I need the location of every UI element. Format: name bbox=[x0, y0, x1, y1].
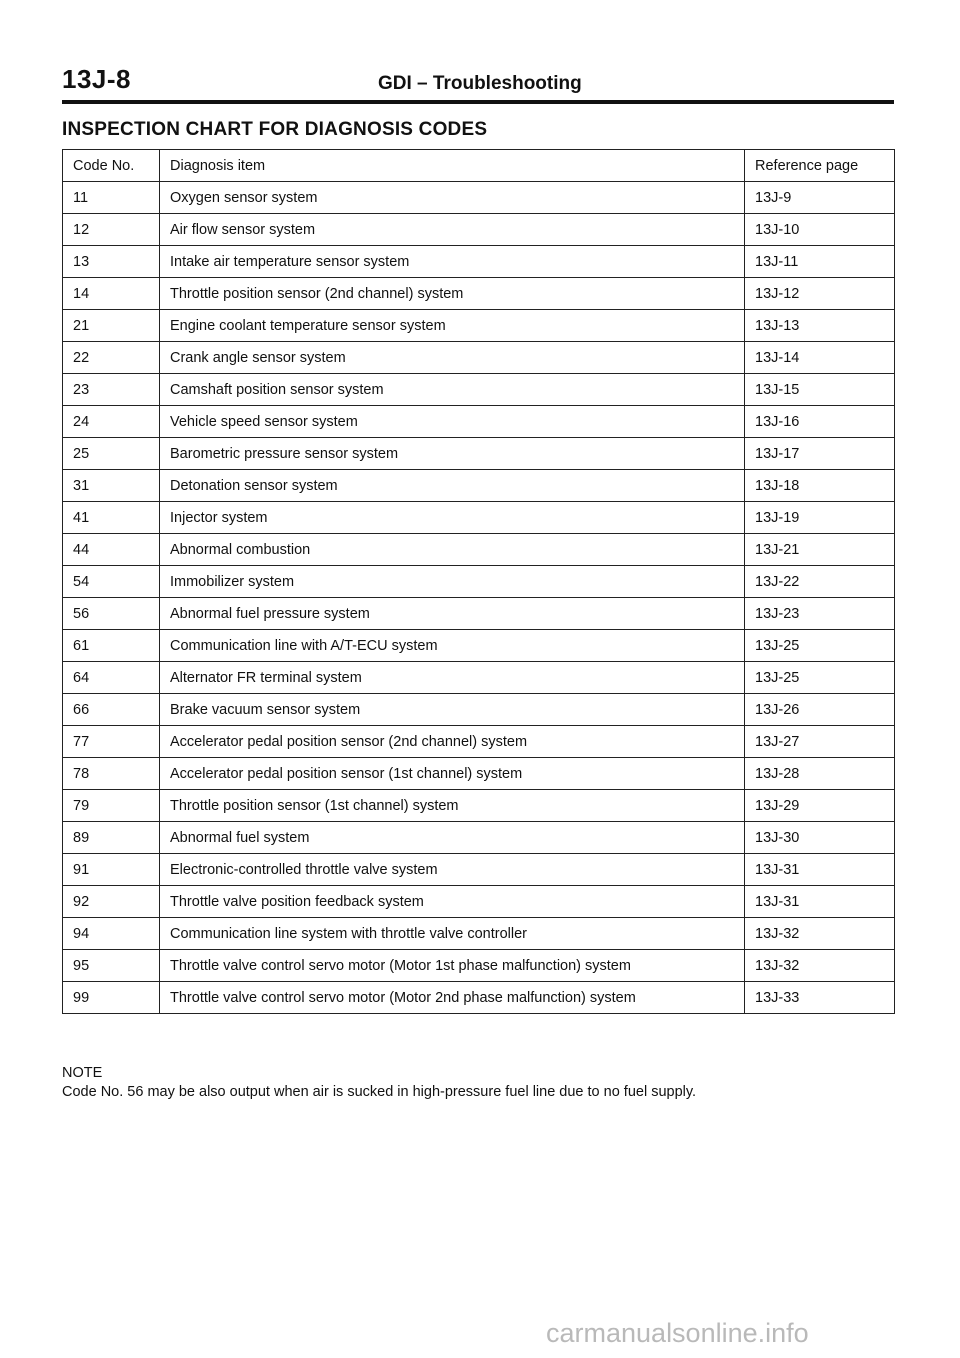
table-row bbox=[63, 278, 895, 310]
reference-page-cell: 13J-30 bbox=[745, 822, 895, 854]
reference-page-cell: 13J-19 bbox=[745, 502, 895, 534]
table-row bbox=[63, 662, 895, 694]
code-cell: 91 bbox=[63, 854, 160, 886]
diagnosis-item-cell: Vehicle speed sensor system bbox=[160, 406, 745, 438]
table-row bbox=[63, 758, 895, 790]
code-cell: 24 bbox=[63, 406, 160, 438]
reference-page-cell: 13J-16 bbox=[745, 406, 895, 438]
code-cell: 14 bbox=[63, 278, 160, 310]
reference-page-cell: 13J-14 bbox=[745, 342, 895, 374]
diagnosis-item-cell: Throttle position sensor (1st channel) system bbox=[160, 790, 745, 822]
code-cell: 23 bbox=[63, 374, 160, 406]
column-header-reference: Reference page bbox=[745, 150, 895, 182]
diagnosis-item-cell: Engine coolant temperature sensor system bbox=[160, 310, 745, 342]
code-cell: 44 bbox=[63, 534, 160, 566]
code-cell: 61 bbox=[63, 630, 160, 662]
table-row bbox=[63, 694, 895, 726]
reference-page-cell: 13J-12 bbox=[745, 278, 895, 310]
reference-page-cell: 13J-17 bbox=[745, 438, 895, 470]
section-title: INSPECTION CHART FOR DIAGNOSIS CODES bbox=[62, 119, 488, 140]
diagnosis-item-cell: Oxygen sensor system bbox=[160, 182, 745, 214]
code-cell: 77 bbox=[63, 726, 160, 758]
reference-page-cell: 13J-25 bbox=[745, 630, 895, 662]
diagnosis-item-cell: Electronic-controlled throttle valve system bbox=[160, 854, 745, 886]
table-row bbox=[63, 630, 895, 662]
table-body bbox=[63, 150, 895, 1014]
diagnosis-item-cell: Throttle valve control servo motor (Motor 2nd phase malfunction) system bbox=[160, 982, 745, 1014]
code-cell: 56 bbox=[63, 598, 160, 630]
reference-page-cell: 13J-9 bbox=[745, 182, 895, 214]
reference-page-cell: 13J-23 bbox=[745, 598, 895, 630]
code-cell: 89 bbox=[63, 822, 160, 854]
diagnosis-item-cell: Abnormal fuel system bbox=[160, 822, 745, 854]
reference-page-cell: 13J-13 bbox=[745, 310, 895, 342]
code-cell: 31 bbox=[63, 470, 160, 502]
diagnosis-item-cell: Camshaft position sensor system bbox=[160, 374, 745, 406]
table-row bbox=[63, 438, 895, 470]
diagnosis-item-cell: Throttle valve position feedback system bbox=[160, 886, 745, 918]
reference-page-cell: 13J-29 bbox=[745, 790, 895, 822]
code-cell: 13 bbox=[63, 246, 160, 278]
diagnosis-item-cell: Throttle position sensor (2nd channel) system bbox=[160, 278, 745, 310]
reference-page-cell: 13J-27 bbox=[745, 726, 895, 758]
reference-page-cell: 13J-26 bbox=[745, 694, 895, 726]
code-cell: 12 bbox=[63, 214, 160, 246]
code-cell: 66 bbox=[63, 694, 160, 726]
diagnosis-item-cell: Alternator FR terminal system bbox=[160, 662, 745, 694]
reference-page-cell: 13J-22 bbox=[745, 566, 895, 598]
reference-page-cell: 13J-11 bbox=[745, 246, 895, 278]
diagnosis-item-cell: Abnormal combustion bbox=[160, 534, 745, 566]
table-row bbox=[63, 406, 895, 438]
table-row bbox=[63, 854, 895, 886]
code-cell: 54 bbox=[63, 566, 160, 598]
code-cell: 64 bbox=[63, 662, 160, 694]
table-row bbox=[63, 534, 895, 566]
table-row bbox=[63, 566, 895, 598]
watermark: carmanualsonline.info bbox=[546, 1318, 809, 1348]
table-row bbox=[63, 502, 895, 534]
reference-page-cell: 13J-15 bbox=[745, 374, 895, 406]
table-row bbox=[63, 182, 895, 214]
table-row bbox=[63, 246, 895, 278]
code-cell: 79 bbox=[63, 790, 160, 822]
table-row bbox=[63, 822, 895, 854]
diagnosis-item-cell: Air flow sensor system bbox=[160, 214, 745, 246]
table-row bbox=[63, 918, 895, 950]
running-title: GDI – Troubleshooting bbox=[378, 73, 582, 94]
code-cell: 21 bbox=[63, 310, 160, 342]
code-cell: 99 bbox=[63, 982, 160, 1014]
diagnosis-item-cell: Detonation sensor system bbox=[160, 470, 745, 502]
diagnosis-item-cell: Accelerator pedal position sensor (1st channel) system bbox=[160, 758, 745, 790]
note bbox=[62, 1064, 696, 1102]
table-row bbox=[63, 726, 895, 758]
column-header-item: Diagnosis item bbox=[160, 150, 745, 182]
note-text: Code No. 56 may be also output when air is sucked in high-pressure fuel line due to no fuel supply. bbox=[62, 1084, 697, 1100]
table-row bbox=[63, 950, 895, 982]
reference-page-cell: 13J-33 bbox=[745, 982, 895, 1014]
table-row bbox=[63, 310, 895, 342]
column-header-code: Code No. bbox=[63, 150, 160, 182]
code-cell: 95 bbox=[63, 950, 160, 982]
table-row bbox=[63, 470, 895, 502]
diagnosis-item-cell: Crank angle sensor system bbox=[160, 342, 745, 374]
header-rule bbox=[62, 100, 894, 104]
table-header-row bbox=[63, 150, 895, 182]
reference-page-cell: 13J-25 bbox=[745, 662, 895, 694]
diagnosis-item-cell: Communication line with A/T-ECU system bbox=[160, 630, 745, 662]
diagnosis-item-cell: Accelerator pedal position sensor (2nd channel) system bbox=[160, 726, 745, 758]
table-row bbox=[63, 374, 895, 406]
code-cell: 22 bbox=[63, 342, 160, 374]
code-cell: 25 bbox=[63, 438, 160, 470]
reference-page-cell: 13J-32 bbox=[745, 950, 895, 982]
reference-page-cell: 13J-31 bbox=[745, 886, 895, 918]
reference-page-cell: 13J-31 bbox=[745, 854, 895, 886]
diagnosis-item-cell: Immobilizer system bbox=[160, 566, 745, 598]
reference-page-cell: 13J-10 bbox=[745, 214, 895, 246]
table-row bbox=[63, 598, 895, 630]
diagnosis-item-cell: Brake vacuum sensor system bbox=[160, 694, 745, 726]
table-row bbox=[63, 886, 895, 918]
diagnosis-item-cell: Abnormal fuel pressure system bbox=[160, 598, 745, 630]
reference-page-cell: 13J-18 bbox=[745, 470, 895, 502]
diagnosis-item-cell: Throttle valve control servo motor (Motor 1st phase malfunction) system bbox=[160, 950, 745, 982]
code-cell: 11 bbox=[63, 182, 160, 214]
table-row bbox=[63, 214, 895, 246]
table-row bbox=[63, 982, 895, 1014]
page-number: 13J-8 bbox=[62, 64, 131, 94]
code-cell: 92 bbox=[63, 886, 160, 918]
code-cell: 78 bbox=[63, 758, 160, 790]
note-label: NOTE bbox=[62, 1065, 103, 1081]
diagnosis-item-cell: Intake air temperature sensor system bbox=[160, 246, 745, 278]
code-cell: 41 bbox=[63, 502, 160, 534]
table-row bbox=[63, 342, 895, 374]
reference-page-cell: 13J-28 bbox=[745, 758, 895, 790]
reference-page-cell: 13J-32 bbox=[745, 918, 895, 950]
reference-page-cell: 13J-21 bbox=[745, 534, 895, 566]
diagnosis-item-cell: Barometric pressure sensor system bbox=[160, 438, 745, 470]
diagnosis-item-cell: Injector system bbox=[160, 502, 745, 534]
code-cell: 94 bbox=[63, 918, 160, 950]
diagnosis-codes-table bbox=[62, 149, 895, 1014]
table-row bbox=[63, 790, 895, 822]
diagnosis-item-cell: Communication line system with throttle valve controller bbox=[160, 918, 745, 950]
